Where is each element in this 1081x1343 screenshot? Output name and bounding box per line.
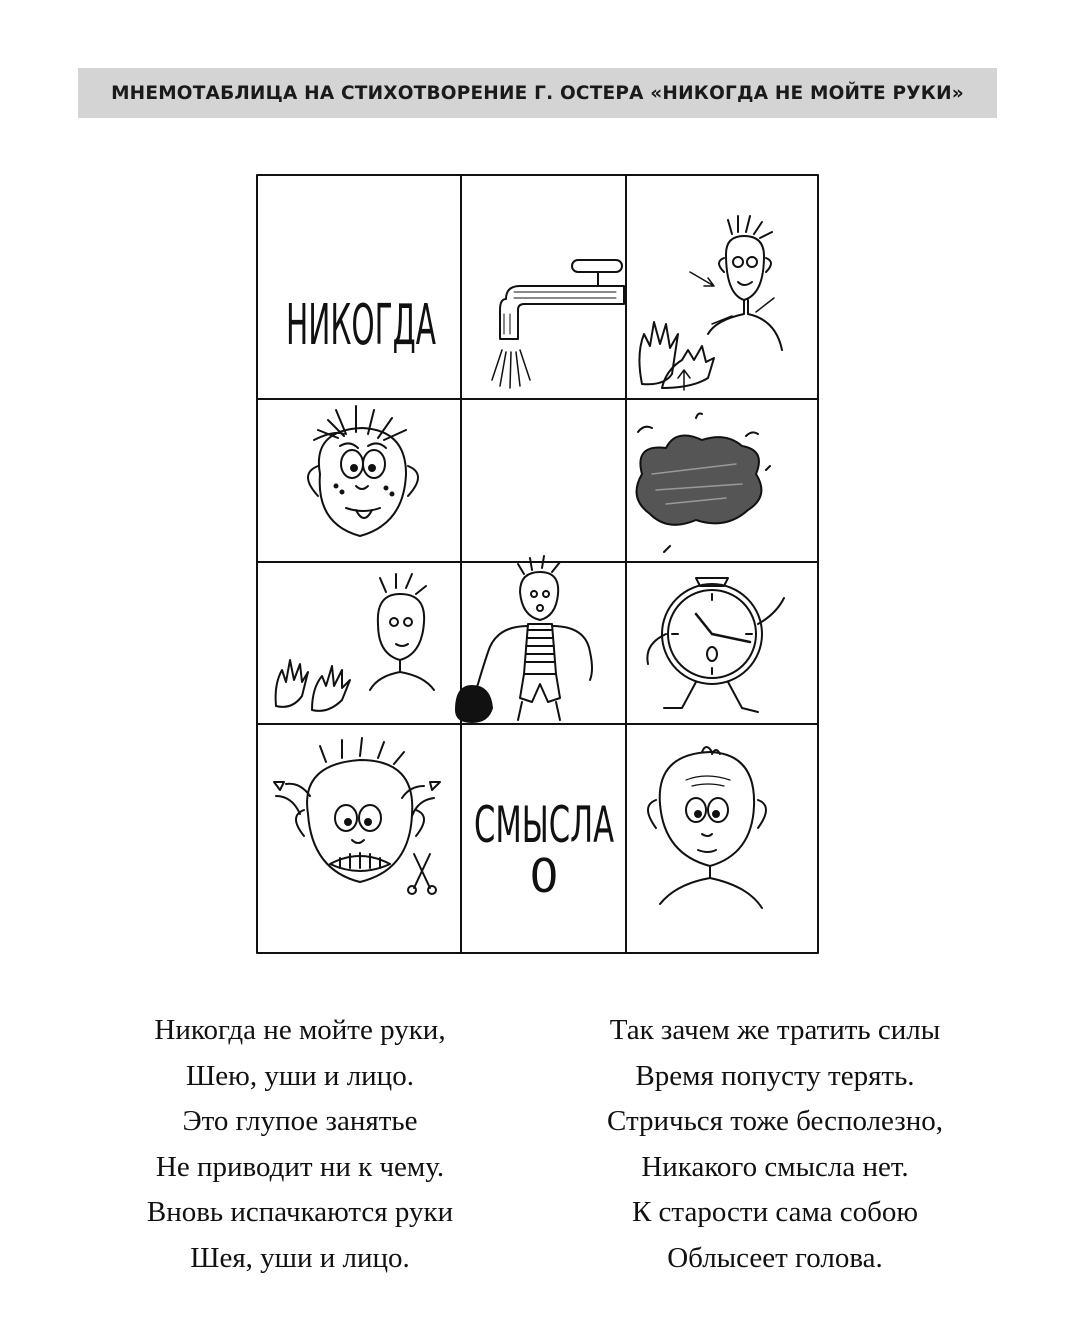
poem-line: К старости сама собою — [631, 1196, 919, 1228]
girl-face-icon — [274, 738, 440, 894]
poem-line: Не приводит ни к чему. — [155, 1150, 445, 1183]
word-sense: СМЫСЛА — [474, 796, 614, 854]
poem-line: Это глупое занятье — [182, 1105, 418, 1137]
faucet-icon — [492, 260, 624, 388]
poem-line: Шею, уши и лицо. — [186, 1059, 414, 1092]
poem-line: Никакого смысла нет. — [641, 1150, 909, 1183]
strongman-icon — [456, 556, 592, 722]
mnemonic-table — [256, 174, 819, 954]
boy-neck-ears-icon — [639, 216, 782, 390]
boy-face-tongue-icon — [308, 406, 418, 536]
poem-line: Облысеет голова. — [667, 1241, 883, 1274]
poem-left-column — [100, 1008, 500, 1281]
poem-line: Время попусту терять. — [635, 1059, 915, 1092]
word-never: НИКОГДА — [286, 293, 436, 358]
cell-word-never — [286, 293, 436, 358]
poem-line: Никогда не мойте руки, — [154, 1014, 446, 1046]
boy-and-hands-icon — [276, 574, 434, 711]
poem-line: Вновь испачкаются руки — [146, 1196, 454, 1228]
dirt-blob-icon — [637, 414, 770, 553]
walking-clock-icon — [647, 578, 784, 712]
zero-digit: 0 — [529, 849, 559, 903]
cell-word-sense — [474, 796, 614, 903]
title-banner — [78, 68, 997, 118]
poem-line: Так зачем же тратить силы — [609, 1014, 941, 1046]
poem-line: Стричься тоже бесполезно, — [606, 1105, 944, 1137]
poem-right-column — [560, 1008, 990, 1281]
bald-boy-icon — [648, 747, 766, 908]
page-title: МНЕМОТАБЛИЦА НА СТИХОТВОРЕНИЕ Г. ОСТЕРА «НИКОГДА НЕ МОЙТЕ РУКИ» — [111, 82, 964, 104]
poem-line: Шея, уши и лицо. — [190, 1241, 410, 1274]
